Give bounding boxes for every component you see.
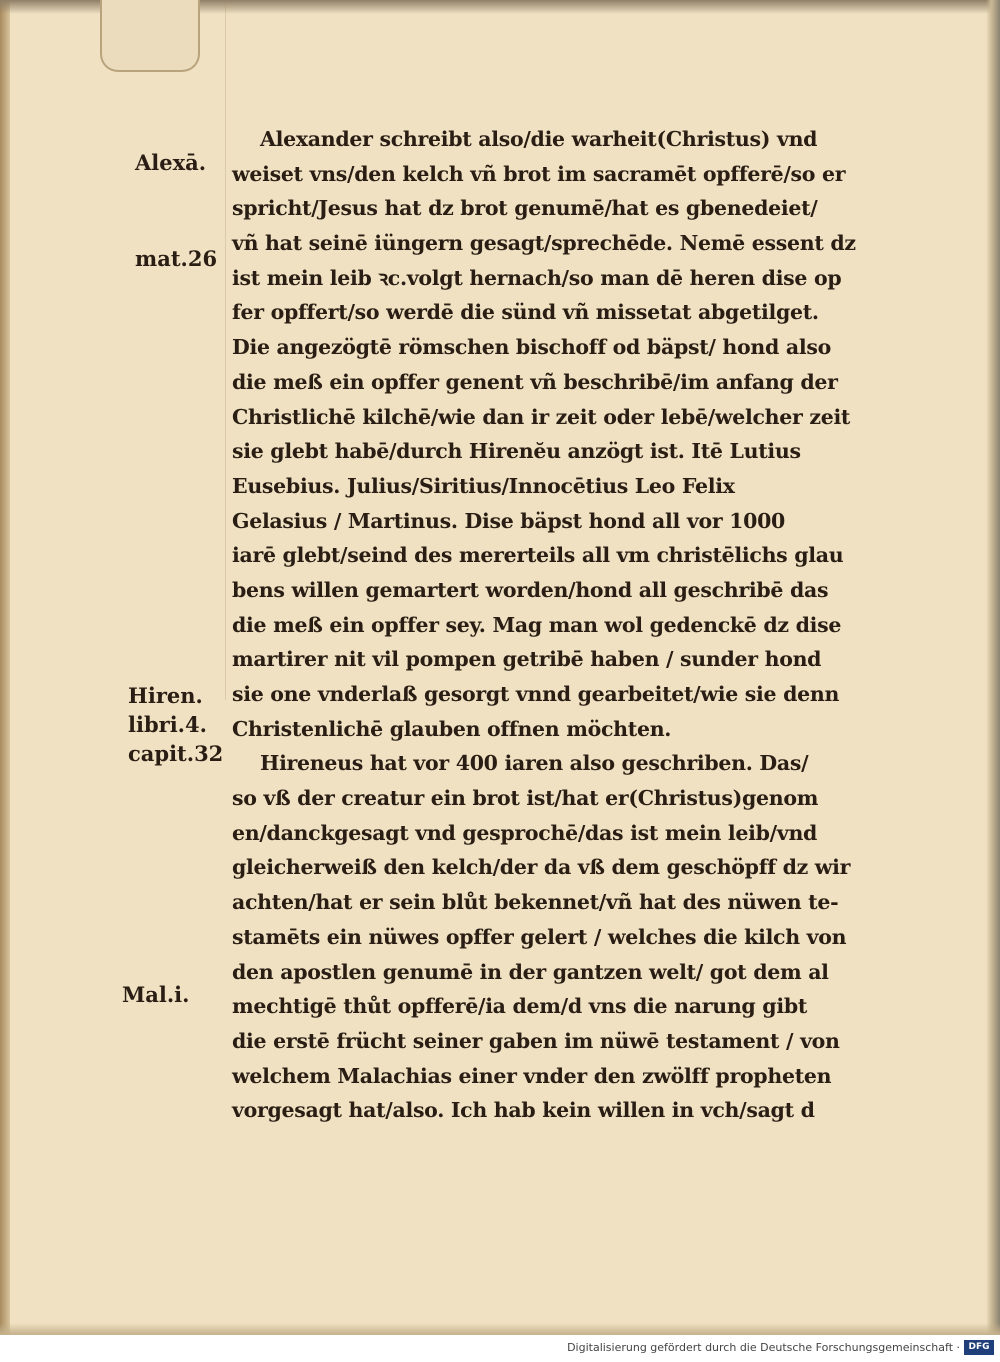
text-line: achten/hat er sein blůt bekennet/vñ hat des nüwen te- [232,890,839,915]
text-line: en/danckgesagt vnd gesprochē/das ist mein leib/vnd [232,820,818,845]
book-spine [0,0,10,1335]
bottom-page-edge [0,1323,1000,1335]
text-line: Gelasius / Martinus. Dise bäpst hond all vor 1000 [232,508,786,533]
text-line: spricht/Jesus hat dz brot genumē/hat es gbenedeiet/ [232,196,818,221]
margin-note-capitulum: capit.32 [128,741,224,766]
text-line: die meß ein opffer genent vñ beschribē/im anfang der [232,369,838,394]
page-fold [225,0,226,700]
text-line: vñ hat seinē iüngern gesagt/sprechēde. Nemē essent dz [232,231,856,256]
text-line: so vß der creatur ein brot ist/hat er(Christus)genom [232,786,819,811]
text-line: die meß ein opffer sey. Mag man wol gedenckē dz dise [232,612,842,637]
text-line: Eusebius. Julius/Siritius/Innocētius Leo Felix [232,473,735,498]
footer-bar [0,1335,1000,1362]
margin-note-libri: libri.4. [128,712,207,737]
text-line: vorgesagt hat/also. Ich hab kein willen in vch/sagt d [232,1098,815,1123]
text-line: martirer nit vil pompen getribē haben / sunder hond [232,647,822,672]
text-line: Christlichē kilchē/wie dan ir zeit oder lebē/welcher zeit [232,404,851,429]
margin-note-matthew: mat.26 [135,246,218,271]
main-text-block [232,122,900,1128]
text-line: Christenlichē glauben offnen möchten. [232,716,672,741]
margin-note-hireneus: Hiren. [128,683,203,708]
text-line: gleicherweiß den kelch/der da vß dem geschöpff dz wir [232,855,851,880]
text-line: Alexander schreibt also/die warheit(Christus) vnd [260,127,818,151]
dfg-logo-icon: DFG [964,1340,994,1355]
text-line: stamēts ein nüwes opffer gelert / welches die kilch von [232,924,847,949]
text-line: Hireneus hat vor 400 iaren also geschriben. Das/ [260,751,809,776]
text-line: den apostlen genumē in der gantzen welt/ got dem al [232,959,829,984]
text-line: Die angezögtē römschen bischoff od bäpst/ hond also [232,335,831,360]
text-line: iarē glebt/seind des mererteils all vm christēlichs glau [232,543,844,568]
text-line: ist mein leib ꝛc.volgt hernach/so man dē heren dise op [232,265,842,290]
text-line: sie glebt habē/durch Hirenĕu anzögt ist. Itē Lutius [232,439,801,464]
text-line: weiset vns/den kelch vñ brot im sacramēt opfferē/so er [232,161,846,186]
text-line: fer opffert/so werdē die sünd vñ missetat abgetilget. [232,300,819,325]
text-line: die erstē frücht seiner gaben im nüwē testament / von [232,1028,840,1053]
right-page-edge [986,0,1000,1335]
text-line: mechtigē thůt opfferē/ia dem/d vns die narung gibt [232,994,808,1019]
margin-note-alexander: Alexā. [135,150,207,175]
text-line: sie one vnderlaß gesorgt vnnd gearbeitet/wie sie denn [232,682,840,706]
text-line: welchem Malachias einer vnder den zwölff propheten [232,1063,832,1088]
text-line: bens willen gemartert worden/hond all geschribē das [232,577,829,602]
funding-credit: Digitalisierung gefördert durch die Deutsche Forschungsgemeinschaft · [567,1341,960,1354]
margin-note-malachi: Mal.i. [122,982,190,1007]
paper-clip-mark [100,0,200,72]
